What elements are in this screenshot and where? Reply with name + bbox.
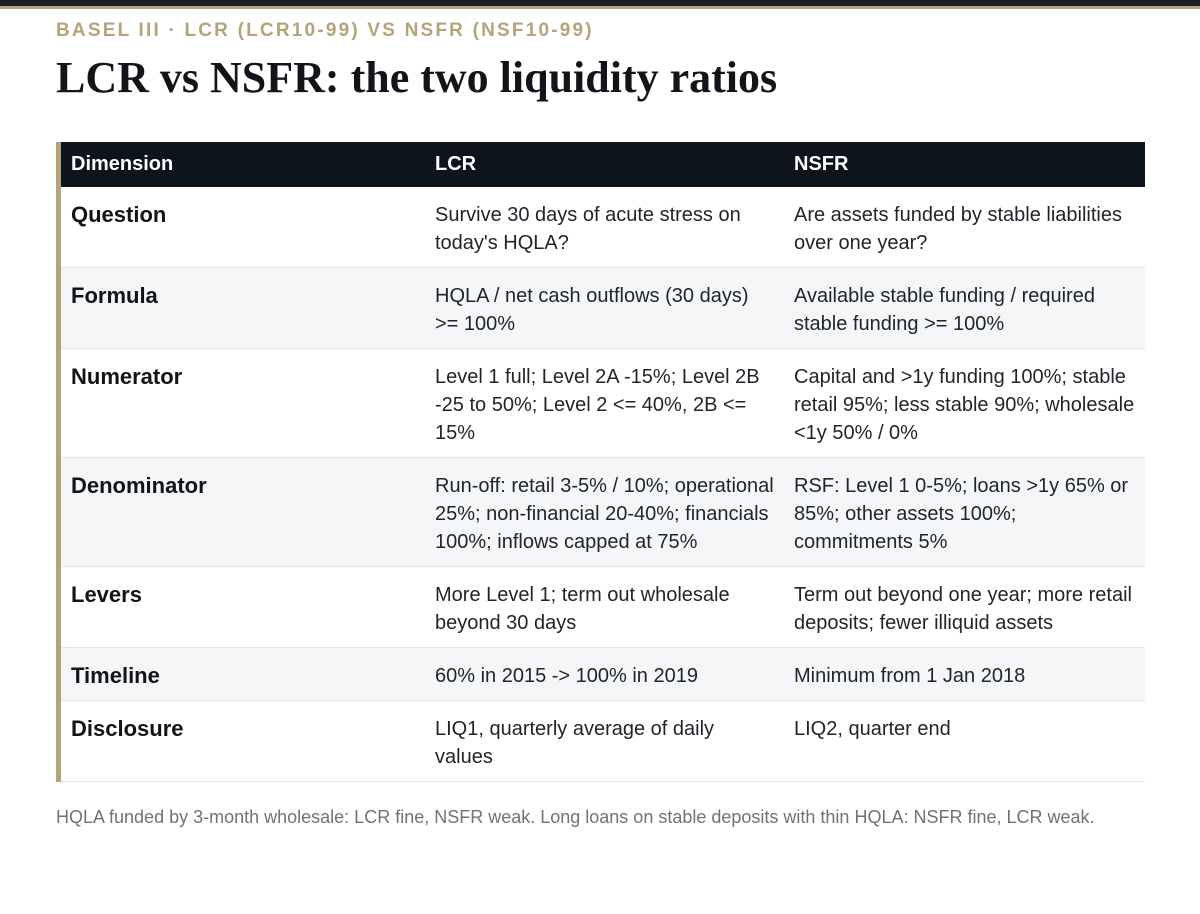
table-row [61, 701, 1145, 782]
row-lcr-cell: 60% in 2015 -> 100% in 2019 [425, 648, 784, 701]
table-row [61, 648, 1145, 701]
page-title: LCR vs NSFR: the two liquidity ratios [56, 53, 778, 102]
column-header-dimension: Dimension [61, 142, 425, 187]
row-dimension: Numerator [61, 349, 425, 458]
table-header-row [61, 142, 1145, 187]
row-nsfr-cell: Are assets funded by stable liabilities over one year? [784, 187, 1145, 268]
row-dimension: Denominator [61, 458, 425, 567]
row-dimension: Levers [61, 567, 425, 648]
row-nsfr-cell: LIQ2, quarter end [784, 701, 1145, 782]
row-lcr-cell: LIQ1, quarterly average of daily values [425, 701, 784, 782]
row-lcr-cell: More Level 1; term out wholesale beyond 30 days [425, 567, 784, 648]
row-dimension: Timeline [61, 648, 425, 701]
eyebrow-label: BASEL III · LCR (LCR10-99) VS NSFR (NSF10-99) [56, 20, 594, 41]
footnote: HQLA funded by 3-month wholesale: LCR fine, NSFR weak. Long loans on stable deposits with thin HQLA: NSFR fine, LCR weak. [56, 807, 1095, 827]
table-row [61, 187, 1145, 268]
row-nsfr-cell: RSF: Level 1 0-5%; loans >1y 65% or 85%; other assets 100%; commitments 5% [784, 458, 1145, 567]
row-nsfr-cell: Available stable funding / required stable funding >= 100% [784, 268, 1145, 349]
column-header-lcr: LCR [425, 142, 784, 187]
row-lcr-cell: Level 1 full; Level 2A -15%; Level 2B -25 to 50%; Level 2 <= 40%, 2B <= 15% [425, 349, 784, 458]
comparison-table [61, 142, 1145, 782]
table-row [61, 567, 1145, 648]
comparison-table-container [56, 142, 1145, 782]
row-nsfr-cell: Capital and >1y funding 100%; stable retail 95%; less stable 90%; wholesale <1y 50% / 0% [784, 349, 1145, 458]
row-dimension: Disclosure [61, 701, 425, 782]
row-lcr-cell: Run-off: retail 3-5% / 10%; operational 25%; non-financial 20-40%; financials 100%; inflows capped at 75% [425, 458, 784, 567]
row-dimension: Question [61, 187, 425, 268]
row-nsfr-cell: Minimum from 1 Jan 2018 [784, 648, 1145, 701]
row-lcr-cell: HQLA / net cash outflows (30 days) >= 100% [425, 268, 784, 349]
table-row [61, 268, 1145, 349]
column-header-nsfr: NSFR [784, 142, 1145, 187]
row-lcr-cell: Survive 30 days of acute stress on today's HQLA? [425, 187, 784, 268]
table-row [61, 458, 1145, 567]
row-dimension: Formula [61, 268, 425, 349]
top-bar-accent [0, 6, 1200, 9]
row-nsfr-cell: Term out beyond one year; more retail deposits; fewer illiquid assets [784, 567, 1145, 648]
table-row [61, 349, 1145, 458]
